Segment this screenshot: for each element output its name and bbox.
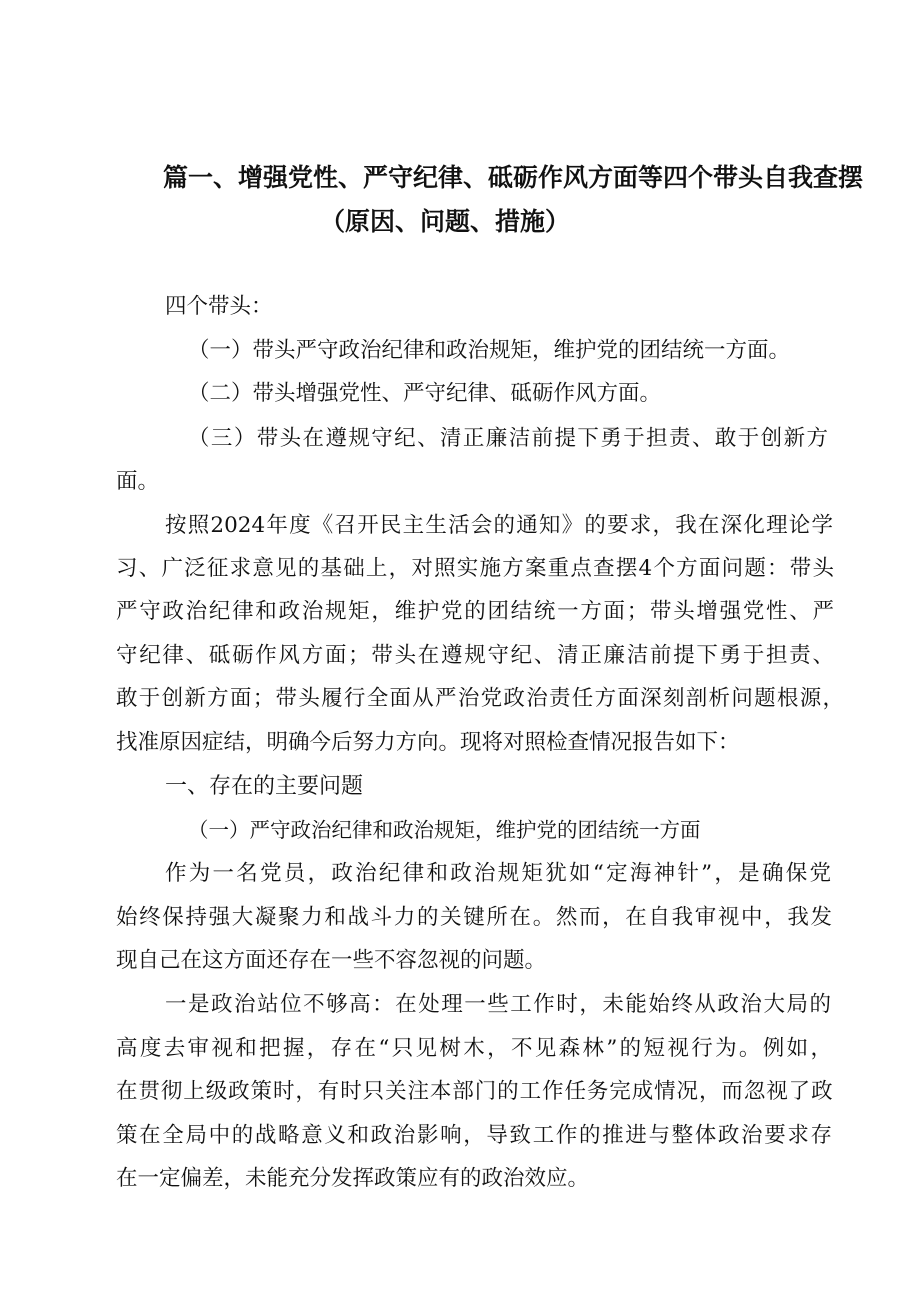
paragraph-1-line-5: 敢于创新方面；带头履行全面从严治党政治责任方面深刻剖析问题根源，	[116, 686, 844, 711]
paragraph-3-line-4: 策在全局中的战略意义和政治影响，导致工作的推进与整体政治要求存	[116, 1123, 832, 1148]
paragraph-1-line-4: 守纪律、砥砺作风方面；带头在遵规守纪、清正廉洁前提下勇于担责、	[116, 643, 834, 668]
section-1-subheading: （一）严守政治纪律和政治规矩，维护党的团结统一方面	[188, 818, 701, 842]
paragraph-3-line-3: 在贯彻上级政策时，有时只关注本部门的工作任务完成情况，而忽视了政	[116, 1079, 832, 1104]
intro-label: 四个带头：	[165, 294, 273, 319]
paragraph-3-line-5: 在一定偏差，未能充分发挥政策应有的政治效应。	[116, 1166, 590, 1191]
paragraph-1-line-2: 习、广泛征求意见的基础上，对照实施方案重点查摆4个方面问题：带头	[116, 556, 834, 581]
paragraph-2-line-2: 始终保持强大凝聚力和战斗力的关键所在。然而，在自我审视中，我发	[116, 905, 832, 930]
paragraph-3-line-1: 一是政治站位不够高：在处理一些工作时，未能始终从政治大局的	[165, 992, 831, 1017]
paragraph-3-line-2: 高度去审视和把握，存在“只见树木，不见森林”的短视行为。例如，	[116, 1036, 832, 1061]
section-1-heading: 一、存在的主要问题	[165, 774, 364, 799]
intro-item-3-line-2: 面。	[116, 469, 160, 494]
paragraph-2-line-3: 现自己在这方面还存在一些不容忽视的问题。	[116, 948, 547, 973]
intro-item-1: （一）带头严守政治纪律和政治规矩，维护党的团结统一方面。	[188, 338, 791, 363]
document-title-line-2: （原因、问题、措施）	[320, 207, 571, 236]
intro-item-3-line-1: （三）带头在遵规守纪、清正廉洁前提下勇于担责、敢于创新方	[188, 426, 828, 451]
paragraph-1-line-3: 严守政治纪律和政治规矩，维护党的团结统一方面；带头增强党性、严	[116, 599, 834, 624]
intro-item-2: （二）带头增强党性、严守纪律、砥砺作风方面。	[188, 381, 662, 406]
paragraph-1-line-6: 找准原因症结，明确今后努力方向。现将对照检查情况报告如下：	[116, 730, 740, 755]
paragraph-2-line-1: 作为一名党员，政治纪律和政治规矩犹如“定海神针”，是确保党	[165, 861, 831, 886]
paragraph-1-line-1: 按照2024年度《召开民主生活会的通知》的要求，我在深化理论学	[165, 513, 833, 538]
document-title-line-1: 篇一、增强党性、严守纪律、砥砺作风方面等四个带头自我查摆	[163, 163, 864, 192]
